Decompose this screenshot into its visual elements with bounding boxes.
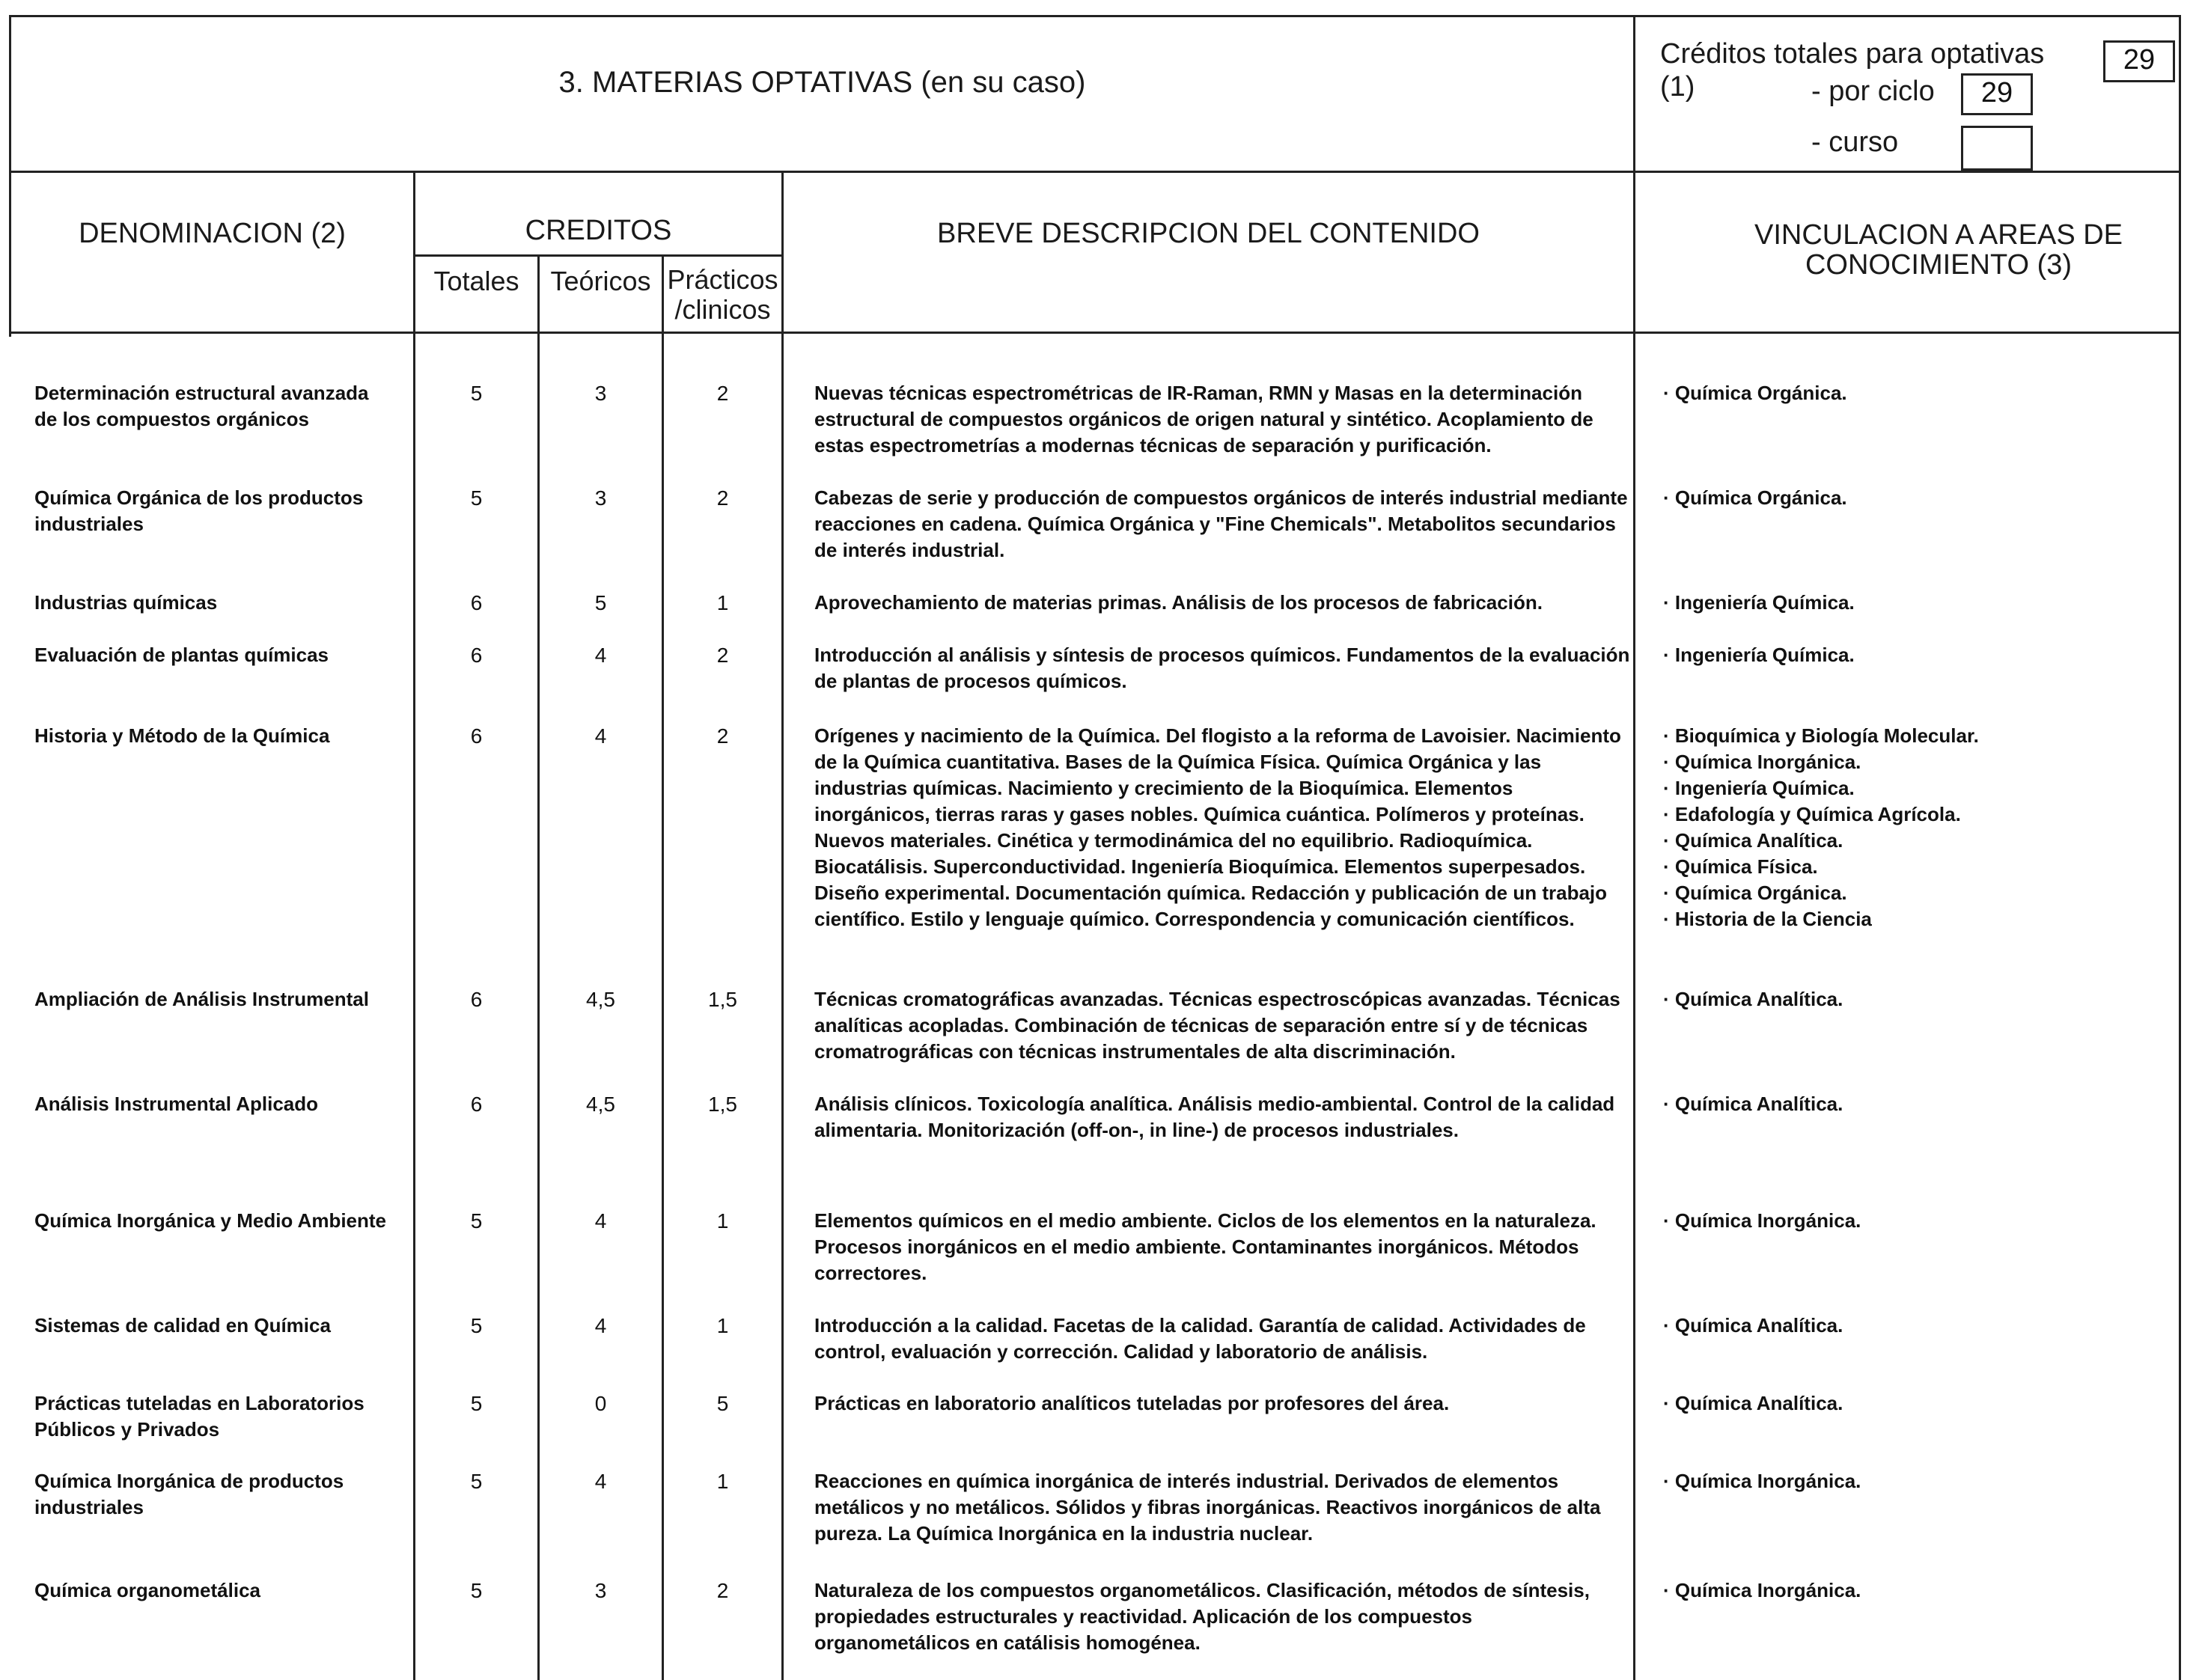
credits-total: 5 — [470, 382, 483, 405]
course-name: Ampliación de Análisis Instrumental — [34, 988, 369, 1010]
credits-practice: 5 — [716, 1392, 729, 1415]
knowledge-area-item: · Química Inorgánica. — [1663, 1208, 2172, 1234]
header-practicos: Prácticos /clinicos — [667, 264, 778, 325]
knowledge-areas — [1663, 642, 2172, 668]
course-description: Elementos químicos en el medio ambiente. Ciclos de los elementos en la naturaleza. Procesos inorgánicos en el medio ambiente. Contaminantes inorgánicos. Métodos correctores. — [814, 1209, 1596, 1284]
course-name: Sistemas de calidad en Química — [34, 1314, 331, 1337]
knowledge-area-item: · Química Orgánica. — [1663, 380, 2172, 406]
per-course-value — [1961, 126, 2033, 171]
course-description: Naturaleza de los compuestos organometálicos. Clasificación, métodos de síntesis, propiedades estructurales y reactividad. Aplicación de los compuestos organometálicos en catálisis homogénea. — [814, 1579, 1590, 1654]
credits-total: 5 — [470, 1579, 483, 1602]
credits-practice: 2 — [716, 724, 729, 748]
header-vinculacion: VINCULACION A AREAS DE CONOCIMIENTO (3) — [1754, 219, 2123, 281]
section-title: 3. MATERIAS OPTATIVAS (en su caso) — [558, 66, 1086, 99]
credits-theory: 3 — [594, 382, 607, 405]
knowledge-area-item: · Química Inorgánica. — [1663, 1468, 2172, 1494]
total-credits-label: Créditos totales para optativas (1) — [1660, 38, 2045, 103]
course-name: Industrias químicas — [34, 591, 218, 614]
credits-theory: 4 — [594, 644, 607, 667]
course-name: Química organometálica — [34, 1579, 260, 1601]
knowledge-area-item: · Bioquímica y Biología Molecular. — [1663, 723, 2172, 749]
credits-practice: 2 — [716, 644, 729, 667]
knowledge-areas — [1663, 1208, 2172, 1234]
knowledge-area-item: · Química Analítica. — [1663, 1390, 2172, 1417]
credits-total: 5 — [470, 1392, 483, 1415]
course-description: Introducción a la calidad. Facetas de la calidad. Garantía de calidad. Actividades de control, evaluación y corrección. Calidad y laboratorio de análisis. — [814, 1314, 1586, 1363]
course-description: Prácticas en laboratorio analíticos tuteladas por profesores del área. — [814, 1392, 1450, 1414]
credits-theory: 4 — [594, 1314, 607, 1337]
course-name: Determinación estructural avanzada de los compuestos orgánicos — [34, 382, 369, 430]
credits-theory: 3 — [594, 1579, 607, 1602]
credits-total: 6 — [470, 988, 483, 1011]
header-creditos: CREDITOS — [525, 215, 672, 246]
course-description: Orígenes y nacimiento de la Química. Del flogisto a la reforma de Lavoisier. Nacimiento de la Química cuantitativa. Bases de la Química Física. Química Orgánica y las industrias químicas. Nacimiento y crecimiento de la Bioquímica. Elementos inorgánicos, tierras raras y gases nobles. Química cuántica. Polímeros y proteínas. Nuevos materiales. Cinética y termodinámica del no equilibrio. Radioquímica. Biocatálisis. Superconductividad. Ingeniería Bioquímica. Elementos superpesados. Diseño experimental. Documentación química. Redacción y publicación de un trabajo científico. Estilo y lenguaje químico. Correspondencia y comunicación científicos. — [814, 724, 1621, 930]
course-name: Evaluación de plantas químicas — [34, 644, 329, 666]
credits-theory: 4 — [594, 1209, 607, 1232]
col-divider-teoricos — [662, 254, 664, 1680]
knowledge-area-item: · Ingeniería Química. — [1663, 642, 2172, 668]
col-divider-creditos — [781, 171, 784, 1680]
course-description: Nuevas técnicas espectrométricas de IR-Raman, RMN y Masas en la determinación estructural de compuestos orgánicos de origen natural y sintético. Acoplamiento de estas espectrometrías a modernas técnicas de separación y purificación. — [814, 382, 1593, 456]
header-totales: Totales — [433, 266, 519, 296]
credits-theory: 0 — [594, 1392, 607, 1415]
credits-total: 6 — [470, 724, 483, 748]
subheader-rule — [413, 254, 783, 257]
course-description: Técnicas cromatográficas avanzadas. Técnicas espectroscópicas avanzadas. Técnicas analíticas acopladas. Combinación de técnicas de separación entre sí y de técnicas cromatrográficas con técnicas instrumentales de alta discriminación. — [814, 988, 1620, 1063]
course-description: Cabezas de serie y producción de compuestos orgánicos de interés industrial mediante reacciones en cadena. Química Orgánica y "Fine Chemicals". Metabolitos secundarios de interés industrial. — [814, 486, 1628, 561]
course-name: Química Inorgánica de productos industriales — [34, 1470, 344, 1518]
credits-practice: 1 — [716, 1314, 729, 1337]
credits-practice: 1,5 — [708, 988, 737, 1011]
knowledge-area-item: · Química Inorgánica. — [1663, 1577, 2172, 1604]
credits-total: 5 — [470, 1470, 483, 1493]
course-description: Aprovechamiento de materias primas. Análisis de los procesos de fabricación. — [814, 591, 1543, 614]
top-rule — [9, 15, 2181, 17]
header-bottom-rule — [9, 332, 2181, 334]
col-divider-descripcion — [1633, 15, 1635, 1680]
knowledge-area-item: · Química Analítica. — [1663, 828, 2172, 854]
credits-practice: 2 — [716, 1579, 729, 1602]
course-name: Historia y Método de la Química — [34, 724, 330, 747]
credits-practice: 1 — [716, 591, 729, 614]
knowledge-areas — [1663, 380, 2172, 406]
credits-theory: 4 — [594, 1470, 607, 1493]
knowledge-areas — [1663, 1468, 2172, 1494]
col-divider-totales — [537, 254, 540, 1680]
knowledge-area-item: · Ingeniería Química. — [1663, 775, 2172, 801]
credits-theory: 4,5 — [586, 988, 615, 1011]
knowledge-area-item: · Edafología y Química Agrícola. — [1663, 801, 2172, 828]
credits-total: 6 — [470, 591, 483, 614]
course-name: Química Inorgánica y Medio Ambiente — [34, 1209, 387, 1232]
knowledge-area-item: · Química Orgánica. — [1663, 485, 2172, 511]
credits-theory: 5 — [594, 591, 607, 614]
header-descripcion: BREVE DESCRIPCION DEL CONTENIDO — [937, 218, 1480, 249]
credits-theory: 4,5 — [586, 1093, 615, 1116]
right-border — [2179, 15, 2181, 1680]
knowledge-area-item: · Química Inorgánica. — [1663, 749, 2172, 775]
knowledge-areas — [1663, 485, 2172, 511]
knowledge-areas — [1663, 1390, 2172, 1417]
knowledge-area-item: · Ingeniería Química. — [1663, 590, 2172, 616]
left-border — [9, 15, 11, 337]
course-name: Química Orgánica de los productos industriales — [34, 486, 364, 535]
credits-theory: 3 — [594, 486, 607, 510]
course-description: Introducción al análisis y síntesis de procesos químicos. Fundamentos de la evaluación de plantas de procesos químicos. — [814, 644, 1630, 692]
credits-practice: 1 — [716, 1209, 729, 1232]
course-description: Análisis clínicos. Toxicología analítica. Análisis medio-ambiental. Control de la calidad alimentaria. Monitorización (off-on-, in line-) de procesos industriales. — [814, 1093, 1615, 1141]
credits-theory: 4 — [594, 724, 607, 748]
title-bottom-rule — [9, 171, 2181, 173]
per-course-label: - curso — [1811, 126, 1899, 158]
header-teoricos: Teóricos — [550, 266, 651, 296]
credits-practice: 1,5 — [708, 1093, 737, 1116]
credits-total: 6 — [470, 644, 483, 667]
knowledge-areas — [1663, 1091, 2172, 1117]
course-description: Reacciones en química inorgánica de interés industrial. Derivados de elementos metálicos y no metálicos. Sólidos y fibras inorgánicas. Reactivos inorgánicos de alta pureza. La Química Inorgánica en la industria nuclear. — [814, 1470, 1601, 1545]
knowledge-area-item: · Química Física. — [1663, 854, 2172, 880]
credits-total: 5 — [470, 1314, 483, 1337]
course-name: Análisis Instrumental Aplicado — [34, 1093, 319, 1115]
course-name: Prácticas tuteladas en Laboratorios Públicos y Privados — [34, 1392, 365, 1441]
credits-practice: 2 — [716, 382, 729, 405]
knowledge-areas — [1663, 986, 2172, 1012]
knowledge-areas — [1663, 723, 2172, 932]
header-denominacion: DENOMINACION (2) — [79, 218, 346, 249]
credits-total: 5 — [470, 486, 483, 510]
total-credits-value: 29 — [2103, 40, 2175, 82]
per-cycle-label: - por ciclo — [1811, 76, 1935, 107]
credits-practice: 1 — [716, 1470, 729, 1493]
knowledge-area-item: · Química Analítica. — [1663, 986, 2172, 1012]
credits-practice: 2 — [716, 486, 729, 510]
per-cycle-value: 29 — [1961, 73, 2033, 115]
knowledge-areas — [1663, 1313, 2172, 1339]
knowledge-areas — [1663, 590, 2172, 616]
knowledge-area-item: · Historia de la Ciencia — [1663, 906, 2172, 932]
credits-total: 6 — [470, 1093, 483, 1116]
knowledge-areas — [1663, 1577, 2172, 1604]
knowledge-area-item: · Química Orgánica. — [1663, 880, 2172, 906]
knowledge-area-item: · Química Analítica. — [1663, 1313, 2172, 1339]
credits-total: 5 — [470, 1209, 483, 1232]
knowledge-area-item: · Química Analítica. — [1663, 1091, 2172, 1117]
